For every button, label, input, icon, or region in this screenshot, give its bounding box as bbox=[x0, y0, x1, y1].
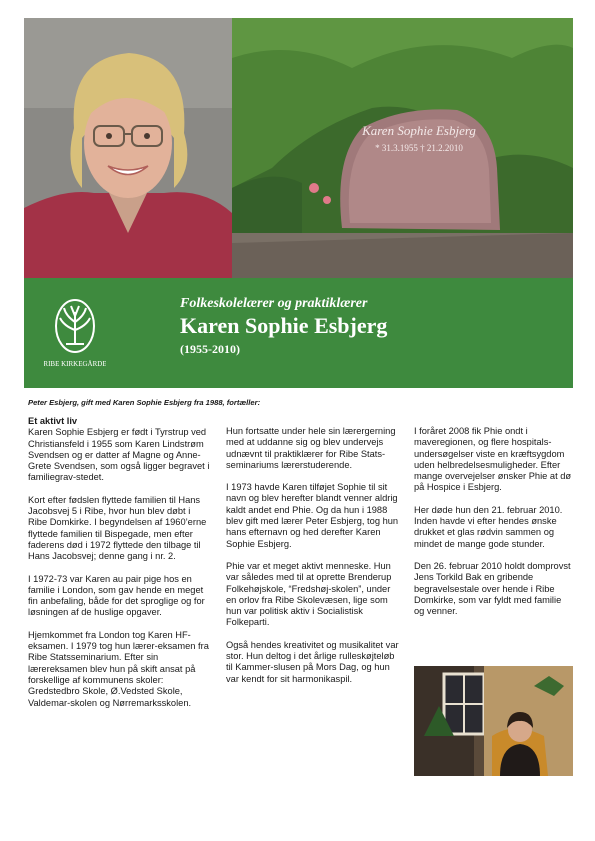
paragraph: Hun fortsatte under hele sin lærergerning med at uddanne sig og blev undervejs udnævnt til praktiklærer for Ribe Stats-seminariums lærerstuderende. bbox=[226, 426, 396, 470]
paragraph: Den 26. februar 2010 holdt domprovst Jens Torkild Bak en gribende begravelsestale over hende i Ribe Domkirke, som var fyldt med familie og venner. bbox=[414, 560, 571, 617]
intro-line: Peter Esbjerg, gift med Karen Sophie Esbjerg fra 1988, fortæller: bbox=[28, 398, 261, 407]
column-1 bbox=[28, 416, 211, 720]
gravestone-photo bbox=[232, 18, 573, 278]
paragraph: I 1972-73 var Karen au pair pige hos en familie i London, som gav hende en meget fin anbefaling, både for det sproglige og for løsningen af de huslige opgaver. bbox=[28, 573, 205, 618]
logo-text: RIBE KIRKEGÅRDE bbox=[44, 360, 106, 368]
ribe-kirkegaarde-logo bbox=[44, 292, 106, 372]
column-2 bbox=[226, 426, 403, 696]
paragraph: I 1973 havde Karen tilføjet Sophie til sit navn og blev herefter blandt venner aldrig kaldt andet end Phie. Og da hun i 1988 blev gift med lærer Peter Esbjerg, tog hun hans efternavn og hed derefter Karen Sophie Esbjerg. bbox=[226, 482, 399, 549]
banner-subtitle: Folkeskolelærer og praktiklærer bbox=[180, 296, 368, 311]
paragraph: Karen Sophie Esbjerg er født i Tyrstrup ved Christiansfeld i 1955 som Karen Lindstrøm Svendsen og er datter af Magne og Anne-Grete Svendsen, som også ligger begravet i familiegrav-stedet. bbox=[28, 427, 210, 483]
paragraph: Også hendes kreativitet og musikalitet var stor. Hun deltog i det årlige rulleskøjteløb til Kammer-slusen på Mors Dag, og hun var kendt for sit harmonikaspil. bbox=[226, 639, 399, 684]
interior-photo bbox=[414, 666, 573, 776]
column-3 bbox=[414, 426, 574, 628]
paragraph: Hjemkommet fra London tog Karen HF-eksamen. I 1979 tog hun lærer-eksamen fra Ribe Statsseminarium. Efter sin lærereksamen blev hun på skift ansat på forskellige af kommunens skoler: Gredstedbro Skole, Ø.Vedsted Skole, Valdemar-skolen og Nørremarksskolen. bbox=[28, 629, 209, 708]
banner-name: Karen Sophie Esbjerg bbox=[180, 313, 388, 338]
portrait-photo bbox=[24, 18, 232, 278]
paragraph: Phie var et meget aktivt menneske. Hun var således med til at oprette Brenderup Folkehøjskole, “Fredshøj-skolen”, under en orlov fra Ribe Skolevæsen, lige som hun var politisk aktiv i Socialistisk Folkeparti. bbox=[226, 560, 392, 628]
paragraph: I foråret 2008 fik Phie ondt i maveregionen, og flere hospitals-undersøgelser viste en kræftsygdom uden helbredelsesmuligheder. Efter mange overvejelser ønsker Phie at dø på Hospice i Esbjerg. bbox=[414, 426, 572, 493]
banner-years: (1955-2010) bbox=[180, 342, 240, 356]
paragraph: Kort efter fødslen flyttede familien til Hans Jacobsvej 5 i Ribe, hvor hun blev døbt i Ribe Domkirke. I begyndelsen af 1960’erne flyttede familien til Bispegade, men efter faderens død i 1972 flyttede den tilbage til Hans Jacobsvej; denne gang i nr. 2. bbox=[28, 494, 207, 562]
paragraph: Her døde hun den 21. februar 2010. Inden havde vi efter hendes ønske drukket et glas rødvin sammen og mindet de mange gode stunder. bbox=[414, 504, 563, 549]
gravestone-dates: * 31.3.1955 † 21.2.2010 bbox=[375, 143, 463, 153]
section-heading: Et aktivt liv bbox=[28, 416, 78, 426]
gravestone-name: Karen Sophie Esbjerg bbox=[362, 123, 476, 138]
